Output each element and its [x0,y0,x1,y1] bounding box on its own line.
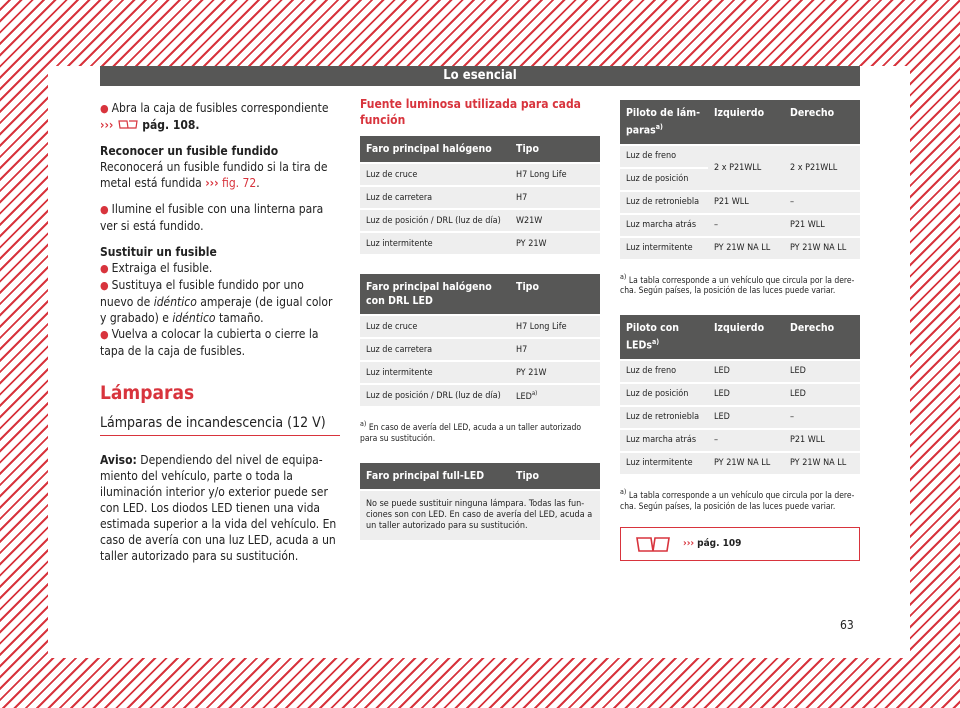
table-row: Luz de freno LED LED [620,361,860,382]
table-row: Luz intermitente PY 21W NA LL PY 21W NA LL [620,238,860,259]
page-reference-box[interactable]: ››› pág. 109 [620,527,860,561]
bullet-icon: ● [100,203,109,216]
table-row: Luz intermitente PY 21W [360,362,600,383]
table-row: Luz de cruce H7 Long Life [360,164,600,185]
footnote: $^{a)}$ La tabla corresponde a un vehículo que circula por la derecha. Según países, la posición de las luces puede variar. [620,271,855,297]
table-row: No se puede sustituir ninguna lámpara. Todas las funciones son con LED. En caso de avería del LED, acuda a un taller autorizado para su sustitución. [360,491,600,540]
bullet-icon: ● [100,279,109,292]
rear-lamp-table: Piloto de lámparas$^{a)}$ Izquierdo Derecho Luz de freno 2 x P21WLL 2 x P21WLL Luz de posición Luz de retroniebla P21 WLL – Luz marcha atrás – P21 WLL Luz intermitente PY 21W NA LL PY 21W NA LL [620,98,860,261]
page-header: Lo esencial [100,66,860,86]
recognize-heading: Reconocer un fusible fundido [100,144,279,158]
page-ref-link[interactable]: pág. 108. [142,118,200,132]
replace-heading: Sustituir un fusible [100,245,217,259]
table-row: Luz de retroniebla P21 WLL – [620,192,860,213]
led-rear-lamp-table: Piloto con LEDs$^{a)}$ Izquierdo Derecho Luz de freno LED LED Luz de posición LED LED Luz de retroniebla LED – Luz marcha atrás – P21 WLL Luz intermitente PY 21W NA LL PY 21W NA LL [620,313,860,476]
table-section-title: Fuente luminosa utilizada para cada función [360,97,581,127]
table-row: Luz marcha atrás – P21 WLL [620,430,860,451]
table-row: Luz intermitente PY 21W NA LL PY 21W NA LL [620,453,860,474]
column-middle [360,97,600,542]
full-led-table: Faro principal full-LED Tipo No se puede sustituir ninguna lámpara. Todas las funciones son con LED. En caso de avería del LED, acuda a un taller autorizado para su sustitución. [360,461,600,542]
table-row: Luz de carretera H7 [360,339,600,360]
table-row: Luz de posición [620,169,860,190]
figure-ref-link[interactable]: fig. 72 [222,176,257,190]
aviso-paragraph: Aviso: Dependiendo del nivel de equipamiento del vehículo, parte o toda la iluminación interior y/o exterior puede ser con LED. Los diodos LED tienen una vida estimada superior a la vida del vehículo. En caso de avería con una luz LED, acuda a un taller autorizado para su sustitución. [100,453,337,563]
table-row: Luz intermitente PY 21W [360,233,600,254]
halogen-table: Faro principal halógeno Tipo Luz de cruce H7 Long Life Luz de carretera H7 Luz de posición / DRL (luz de día) W21W Luz intermitente PY 21W [360,134,600,256]
page-number: 63 [840,618,854,632]
bullet-icon: ● [100,328,109,341]
table-row: Luz de cruce H7 Long Life [360,316,600,337]
table-row: Luz de carretera H7 [360,187,600,208]
halogen-drl-table: Faro principal halógeno con DRL LED Tipo Luz de cruce H7 Long Life Luz de carretera H7 Luz intermitente PY 21W Luz de posición / DRL (luz de día) LED$^{a)}$ [360,272,600,408]
ref-arrows: ››› [100,118,114,132]
table-row: Luz de posición LED LED [620,384,860,405]
table-row: Luz de posición / DRL (luz de día) W21W [360,210,600,231]
step-illuminate: ● Ilumine el fusible con una linterna para ver si está fundido. [100,202,324,233]
replace-section: Sustituir un fusible ● Extraiga el fusible. ● Sustituya el fusible fundido por uno nuevo de idéntico amperaje (de igual color y grabado) e idéntico tamaño. ● Vuelva a colocar la cubierta o cierre la tapa de la caja de fusibles. [100,245,333,358]
recognize-section: Reconocer un fusible fundido Reconocerá un fusible fundido si la tira de metal está fundida ››› fig. 72. [100,144,328,190]
footnote: $^{a)}$ La tabla corresponde a un vehículo que circula por la derecha. Según países, la posición de las luces puede variar. [620,486,855,512]
bullet-icon: ● [100,102,109,115]
section-title: Lámparas [100,382,195,404]
book-icon [633,533,673,555]
table-row: Luz de freno 2 x P21WLL 2 x P21WLL [620,146,860,167]
table-row: Luz de posición / DRL (luz de día) LED$^{a)}$ [360,385,600,406]
column-left [100,100,340,574]
subsection-title: Lámparas de incandescencia (12 V) [100,415,340,436]
table-row: Luz de retroniebla LED – [620,407,860,428]
table-row: Luz marcha atrás – P21 WLL [620,215,860,236]
footnote: $^{a)}$ En caso de avería del LED, acuda a un taller autorizado para su sustitución. [360,419,582,444]
step-open-box: ● Abra la caja de fusibles correspondiente ››› pág. 108. [100,101,329,132]
column-right [620,100,860,561]
book-icon [117,118,139,130]
bullet-icon: ● [100,262,109,275]
